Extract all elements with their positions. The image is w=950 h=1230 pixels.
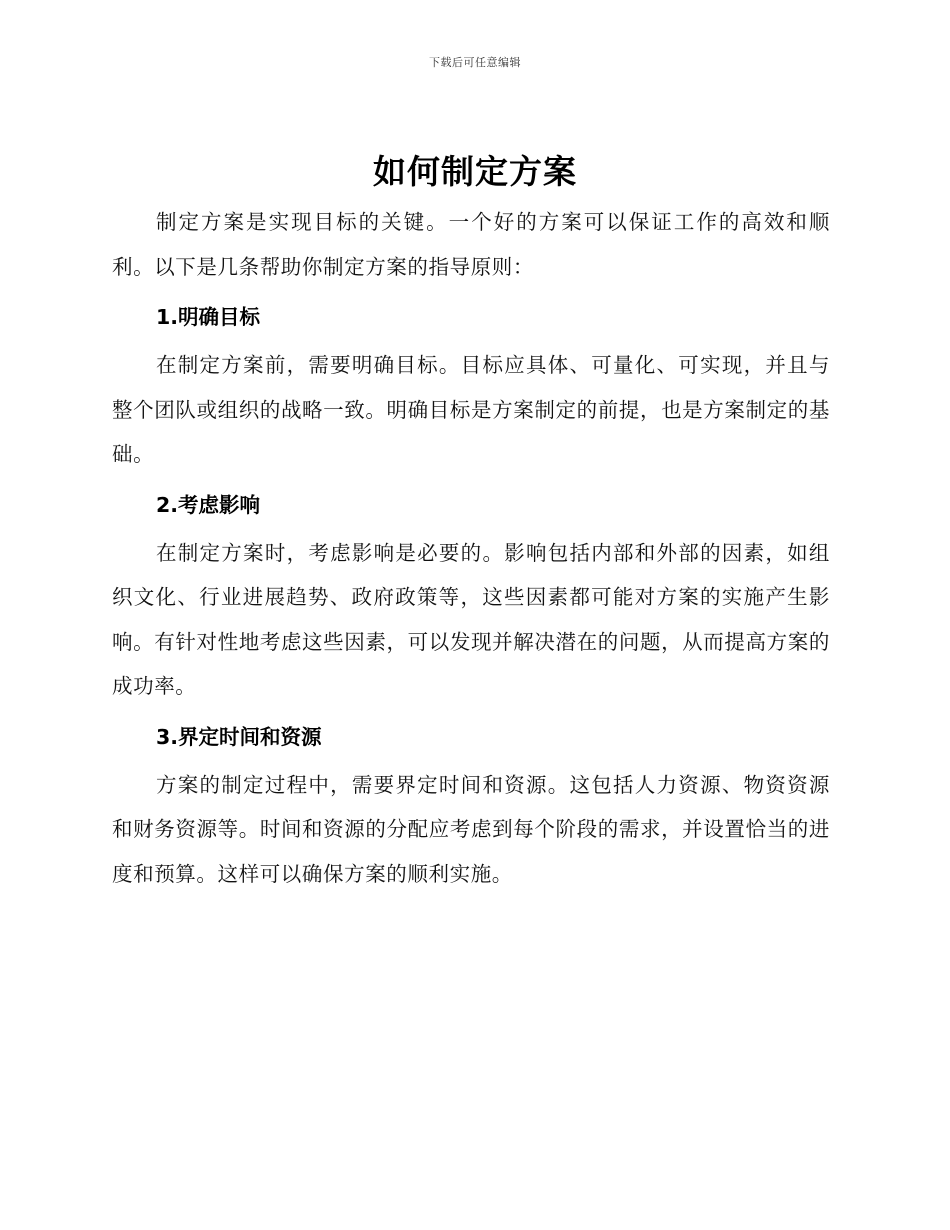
section-1 xyxy=(112,301,830,477)
section-3 xyxy=(112,721,830,897)
section-heading: 2.考虑影响 xyxy=(156,492,261,517)
section-paragraph: 在制定方案时，考虑影响是必要的。影响包括内部和外部的因素，如组织文化、行业进展趋势、政府政策等，这些因素都可能对方案的实施产生影响。有针对性地考虑这些因素，可以发现并解决潜在的问题，从而提高方案的成功率。 xyxy=(112,540,830,698)
section-paragraph: 在制定方案前，需要明确目标。目标应具体、可量化、可实现，并且与整个团队或组织的战略一致。明确目标是方案制定的前提，也是方案制定的基础。 xyxy=(112,353,830,466)
document-body xyxy=(112,200,830,896)
document-title: 如何制定方案 xyxy=(373,152,577,191)
section-2 xyxy=(112,489,830,709)
section-heading: 1.明确目标 xyxy=(156,305,261,329)
header-note: 下载后可任意编辑 xyxy=(429,56,521,69)
section-heading: 3.界定时间和资源 xyxy=(156,724,322,749)
section-paragraph: 方案的制定过程中，需要界定时间和资源。这包括人力资源、物资资源和财务资源等。时间和资源的分配应考虑到每个阶段的需求，并设置恰当的进度和预算。这样可以确保方案的顺利实施。 xyxy=(112,772,830,886)
intro-paragraph: 制定方案是实现目标的关键。一个好的方案可以保证工作的高效和顺利。以下是几条帮助你制定方案的指导原则： xyxy=(112,210,830,279)
